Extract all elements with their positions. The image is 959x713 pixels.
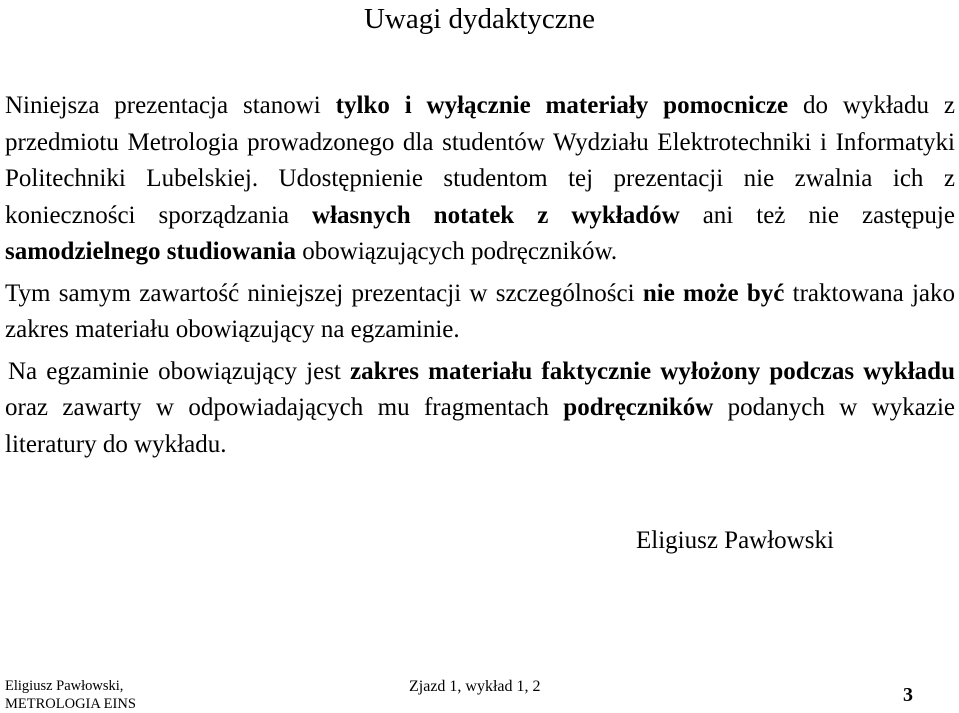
- emphasized-text: zakres materiału faktycznie wyłożony podczas wykładu: [350, 357, 955, 385]
- paragraph-exam-scope-note: [5, 276, 955, 349]
- body-text: ani też nie zastępuje: [679, 201, 955, 229]
- emphasized-text: podręczników: [563, 394, 714, 421]
- paragraph-disclaimer: [5, 88, 955, 271]
- slide-title: Uwagi dydaktyczne: [363, 3, 596, 35]
- footer-author: Eligiusz Pawłowski,: [5, 678, 124, 694]
- body-text: traktowana jako zakres materiału obowiązujący na egzaminie.: [5, 279, 955, 343]
- emphasized-text: własnych notatek z wykładów: [312, 201, 680, 229]
- body-text: do wykładu z przedmiotu Metrologia prowadzonego dla studentów Wydziału Elektrotechniki i Informatyki Politechniki Lubelskiej. Udostępnienie studentom tej prezentacji nie zwalnia ich z konieczności sporządzania: [5, 92, 955, 229]
- emphasized-text: nie może być: [642, 279, 785, 307]
- slide-body: [5, 88, 955, 463]
- page-number: 3: [903, 684, 913, 706]
- body-text: Na egzaminie obowiązujący jest: [8, 357, 351, 385]
- body-text: Niniejsza prezentacja stanowi: [5, 92, 336, 119]
- body-text: obowiązujących podręczników.: [296, 238, 618, 265]
- body-text: Tym samym zawartość niniejszej prezentacji w szczególności: [5, 279, 643, 307]
- footer-session: Zjazd 1, wykład 1, 2: [409, 678, 541, 695]
- footer-course: METROLOGIA EINS: [5, 696, 136, 712]
- signature: Eligiusz Pawłowski: [636, 527, 834, 554]
- body-text: podanych w wykazie literatury do wykładu.: [5, 394, 955, 458]
- emphasized-text: samodzielnego studiowania: [5, 238, 297, 265]
- footer-author-block: [5, 677, 136, 713]
- emphasized-text: tylko i wyłącznie materiały pomocnicze: [335, 92, 789, 119]
- paragraph-exam-requirements: [5, 354, 955, 464]
- body-text: oraz zawarty w odpowiadających mu fragmentach: [5, 394, 564, 421]
